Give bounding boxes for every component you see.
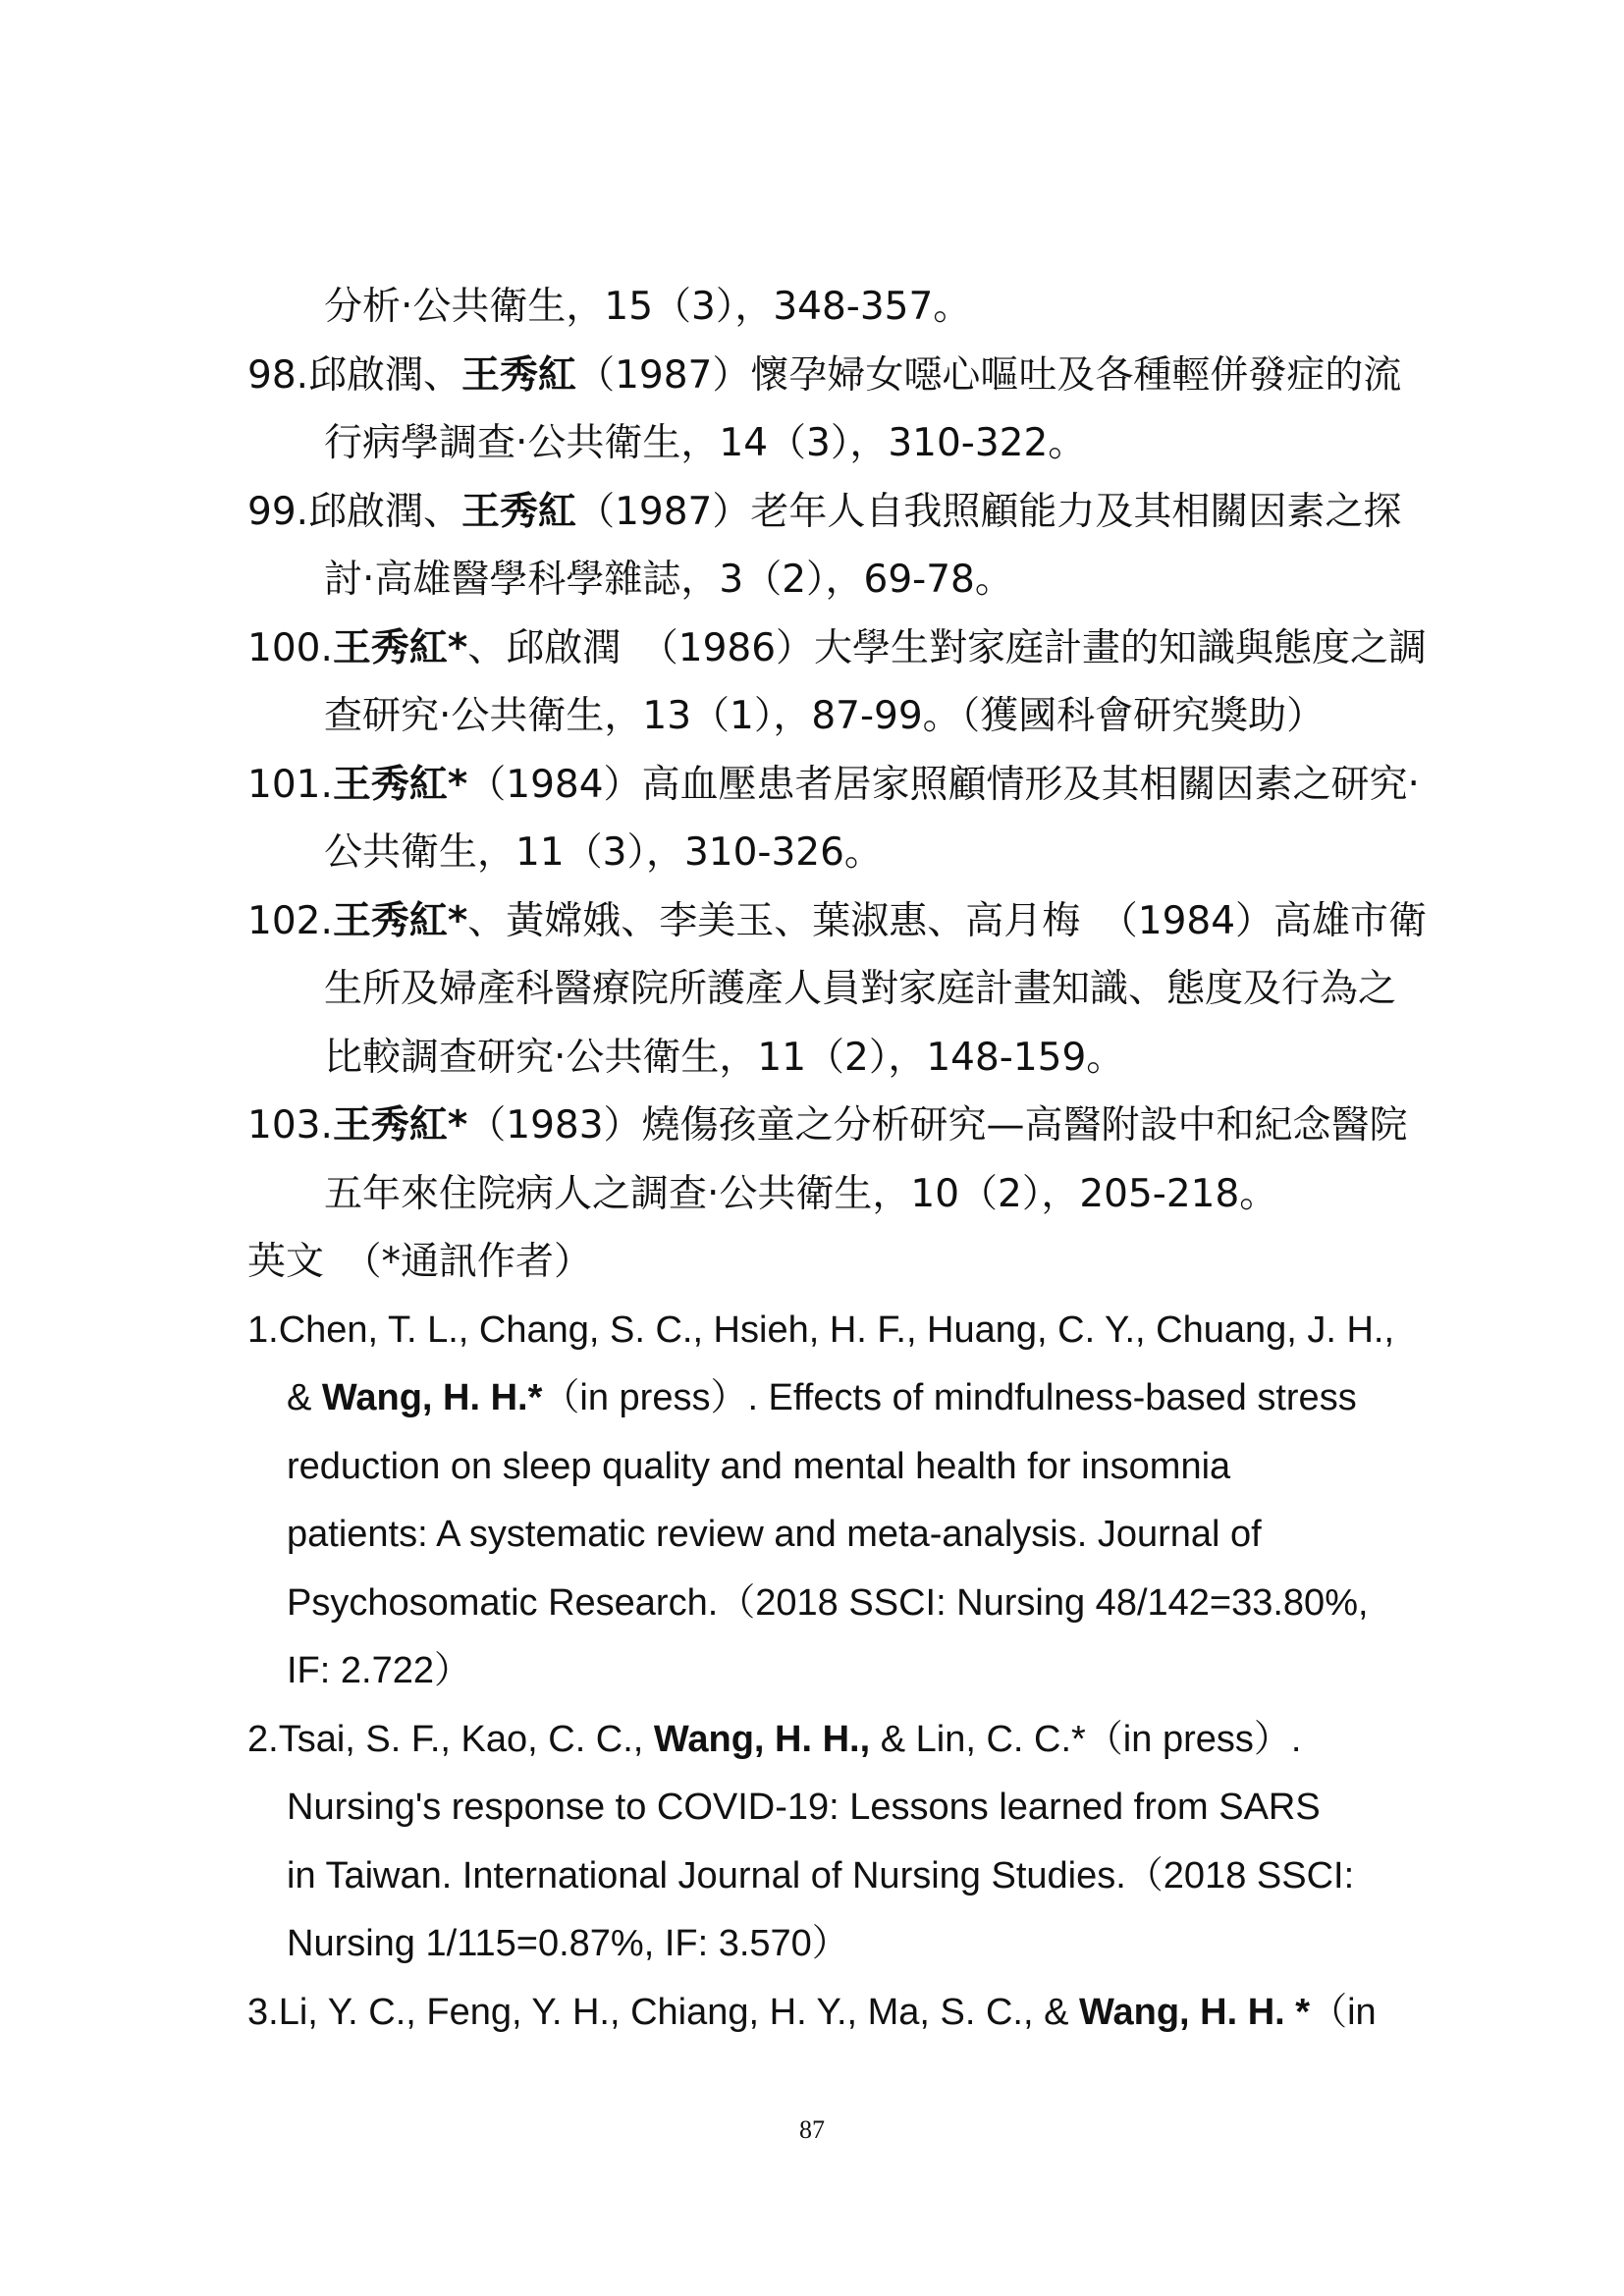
reference-text: 、邱啟潤 （1986）大學生對家庭計畫的知識與態度之調 [467,625,1428,670]
reference-number: 98. [247,352,309,398]
reference-continuation: 行病學調查‧公共衛生，14（3），310-322。 [324,421,1087,465]
reference-continuation: 比較調查研究‧公共衛生，11（2），148-159。 [324,1035,1125,1080]
reference-text: 3.Li, Y. C., Feng, Y. H., Chiang, H. Y., Ma, S. C., & [247,1991,1080,2033]
reference-number: 100. [247,625,333,670]
page-number: 87 [799,2115,825,2144]
reference-text: （in press）. Effects of mindfulness-based stress [542,1377,1357,1418]
reference-text: IF: 2.722） [287,1650,471,1691]
reference-continuation: 生所及婦產科醫療院所護產人員對家庭計畫知識、態度及行為之 [324,967,1397,1011]
reference-text: & [287,1377,322,1418]
author-highlight: 王秀紅* [332,625,468,670]
reference-continuation: 查研究‧公共衛生，13（1），87-99。（獲國科會研究獎助） [324,694,1326,738]
reference-continuation: 討‧高雄醫學科學雜誌，3（2），69-78。 [324,558,1013,602]
reference-text: （1983）燒傷孩童之分析研究—高醫附設中和紀念醫院 [467,1103,1408,1148]
author-highlight: Wang, H. H., [653,1718,871,1760]
reference-text: patients: A systematic review and meta-analysis. Journal of [287,1514,1262,1555]
english-section-heading: 英文 （*通訊作者） [247,1240,593,1284]
author-highlight: Wang, H. H. * [1079,1991,1311,2033]
english-reference-3 [247,1979,1426,2048]
reference-text: （in [1310,1991,1377,2033]
reference-number: 103. [247,1103,333,1148]
reference-text: Nursing 1/115=0.87%, IF: 3.570） [287,1923,849,1964]
reference-text: （1984）高血壓患者居家照顧情形及其相關因素之研究‧ [467,762,1420,807]
reference-number: 102. [247,898,333,943]
english-reference-2 [247,1706,1426,1979]
reference-continuation: 五年來住院病人之調查‧公共衛生，10（2），205-218。 [324,1171,1278,1216]
reference-text: 2.Tsai, S. F., Kao, C. C., [247,1718,654,1760]
reference-text: 、黃嫦娥、李美玉、葉淑惠、高月梅 （1984）高雄市衛 [467,898,1428,943]
author-highlight: 王秀紅* [332,762,468,807]
author-highlight: Wang, H. H.* [321,1377,543,1418]
reference-continuation: 公共衛生，11（3），310-326。 [324,830,883,875]
reference-text: Psychosomatic Research.（2018 SSCI: Nursing 48/142=33.80%, [287,1581,1369,1624]
author-highlight: 王秀紅* [332,1103,468,1148]
reference-number: 101. [247,762,333,807]
reference-103 [247,1092,1426,1228]
reference-text: & Lin, C. C.*（in press）. [870,1718,1302,1760]
author-highlight: 王秀紅 [461,489,577,534]
author-highlight: 王秀紅* [332,898,468,943]
english-reference-1 [247,1297,1426,1706]
reference-text: reduction on sleep quality and mental health for insomnia [287,1445,1231,1487]
reference-text: Nursing's response to COVID-19: Lessons learned from SARS [287,1787,1321,1828]
reference-99 [247,478,1426,614]
reference-text: （1987）老年人自我照顧能力及其相關因素之探 [576,489,1402,534]
reference-text: （1987）懷孕婦女噁心嘔吐及各種輕併發症的流 [576,352,1402,398]
reference-100 [247,614,1426,751]
reference-number: 99. [247,489,309,534]
reference-97-continuation: 分析‧公共衛生，15（3），348-357。 [324,285,972,329]
coauthor: 邱啟潤、 [308,352,462,398]
reference-text: 1.Chen, T. L., Chang, S. C., Hsieh, H. F., Huang, C. Y., Chuang, J. H., [247,1308,1395,1351]
reference-text: in Taiwan. International Journal of Nursing Studies.（2018 SSCI: [287,1854,1355,1896]
reference-102 [247,887,1426,1093]
reference-101 [247,751,1426,887]
reference-list [247,273,1426,2047]
coauthor: 邱啟潤、 [308,489,462,534]
author-highlight: 王秀紅 [461,352,577,398]
reference-98 [247,342,1426,478]
